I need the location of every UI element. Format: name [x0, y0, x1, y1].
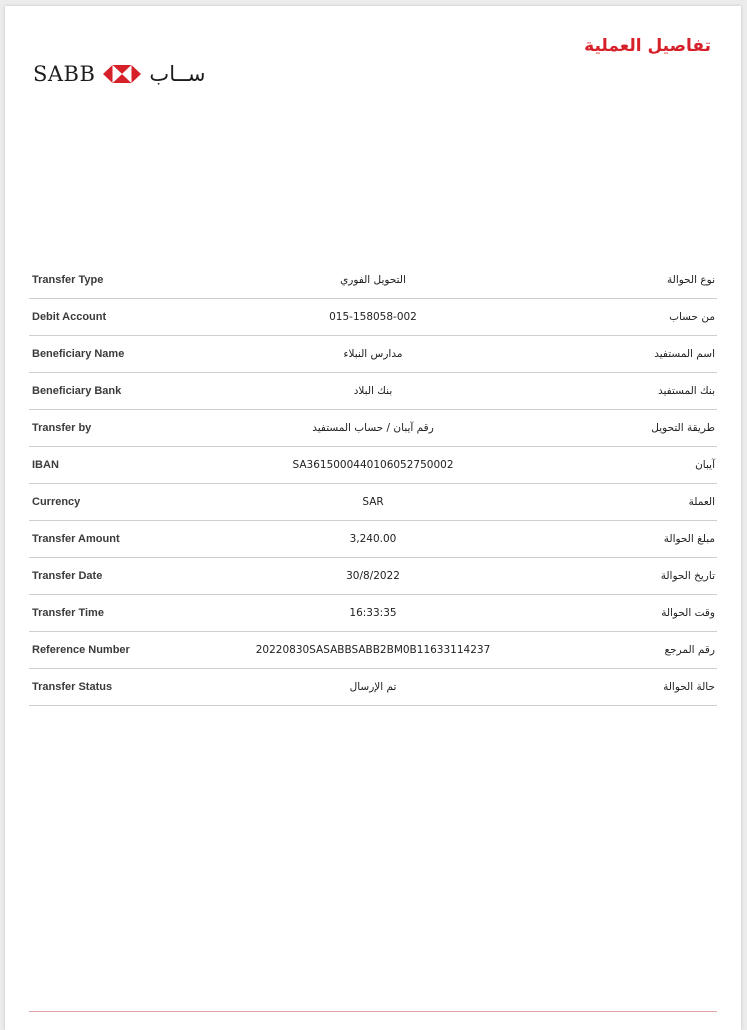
row-label-en: IBAN	[32, 459, 59, 471]
row-label-en: Transfer Date	[32, 570, 103, 582]
row-value: 015-158058-002	[329, 311, 417, 323]
logo-text-ar: ســاب	[149, 62, 206, 86]
sabb-logo	[33, 62, 206, 86]
table-row	[29, 521, 717, 558]
row-label-ar: وقت الحوالة	[661, 607, 715, 619]
row-label-ar: العملة	[688, 496, 715, 508]
transaction-details-table	[29, 262, 717, 706]
row-label-en: Beneficiary Name	[32, 348, 125, 360]
table-row	[29, 595, 717, 632]
row-label-ar: طريقة التحويل	[651, 422, 715, 434]
row-label-en: Reference Number	[32, 644, 130, 656]
row-value: بنك البلاد	[353, 385, 393, 397]
row-label-ar: آيبان	[695, 459, 715, 471]
row-label-ar: تاريخ الحوالة	[660, 570, 715, 582]
row-value: SA3615000440106052750002	[292, 459, 454, 471]
row-value: 20220830SASABBSABB2BM0B11633114237	[255, 644, 491, 656]
row-value: مدارس النبلاء	[343, 348, 403, 360]
row-label-ar: بنك المستفيد	[658, 385, 715, 397]
page-title: تفاصيل العملية	[584, 36, 711, 56]
footer-divider	[29, 1011, 717, 1012]
row-label-en: Transfer by	[32, 422, 92, 434]
row-label-en: Transfer Status	[32, 681, 113, 693]
row-label-en: Currency	[32, 496, 81, 508]
row-label-en: Debit Account	[32, 311, 107, 323]
row-label-ar: حالة الحوالة	[663, 681, 715, 693]
row-value: SAR	[362, 496, 384, 508]
row-label-ar: مبلغ الحوالة	[663, 533, 715, 545]
table-row	[29, 299, 717, 336]
row-value: 30/8/2022	[346, 570, 400, 582]
table-row	[29, 484, 717, 521]
table-row	[29, 410, 717, 447]
row-value: 16:33:35	[349, 607, 397, 619]
table-row	[29, 558, 717, 595]
table-row	[29, 669, 717, 706]
receipt-sheet	[5, 6, 741, 1030]
row-label-en: Transfer Amount	[32, 533, 120, 545]
row-label-ar: رقم المرجع	[664, 644, 715, 656]
table-row	[29, 373, 717, 410]
row-value: رقم آيبان / حساب المستفيد	[312, 422, 434, 434]
logo-text-en: SABB	[33, 62, 96, 86]
table-row	[29, 447, 717, 484]
row-label-en: Transfer Type	[32, 274, 104, 286]
table-row	[29, 632, 717, 669]
table-row	[29, 262, 717, 299]
hexagon-logo-icon	[103, 65, 141, 83]
row-label-ar: نوع الحوالة	[666, 274, 715, 286]
row-label-en: Beneficiary Bank	[32, 385, 122, 397]
row-label-en: Transfer Time	[32, 607, 104, 619]
row-label-ar: اسم المستفيد	[654, 348, 715, 360]
row-label-ar: من حساب	[669, 311, 715, 323]
row-value: التحويل الفوري	[340, 274, 406, 286]
row-value: 3,240.00	[349, 533, 397, 545]
table-row	[29, 336, 717, 373]
row-value: تم الإرسال	[349, 681, 397, 693]
